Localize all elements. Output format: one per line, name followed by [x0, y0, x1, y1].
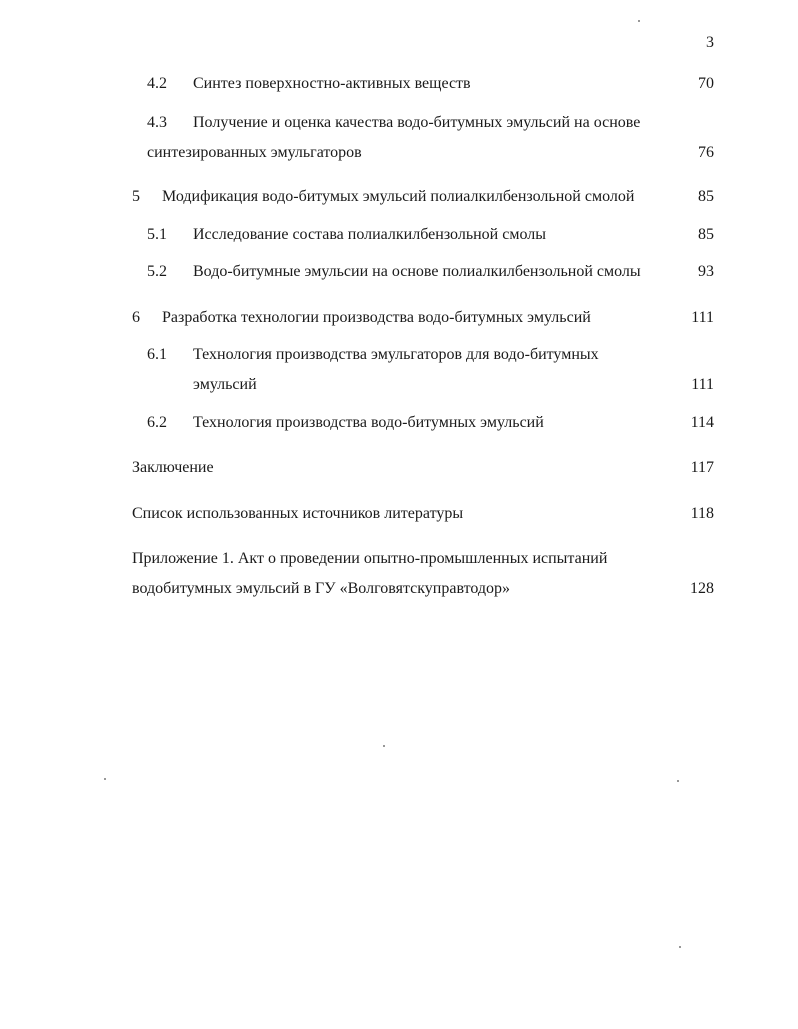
toc-entry-page: 85	[698, 188, 714, 205]
toc-entry-number: 5	[132, 188, 140, 205]
page-number: 3	[706, 34, 714, 51]
toc-entry-6-2[interactable]	[0, 412, 798, 434]
toc-entry-page: 111	[691, 376, 714, 393]
toc-entry-title-cont: синтезированных эмульгаторов	[147, 144, 362, 161]
toc-entry-title: Разработка технологии производства водо-битумных эмульсий	[162, 309, 591, 326]
toc-entry-page: 128	[690, 580, 714, 597]
toc-entry-page: 85	[698, 226, 714, 243]
toc-entry-4-3[interactable]	[0, 112, 798, 134]
toc-entry-title-cont: эмульсий	[193, 376, 257, 393]
scan-speck	[679, 946, 681, 948]
toc-entry-references[interactable]	[0, 503, 798, 525]
toc-entry-title: Список использованных источников литературы	[132, 505, 464, 522]
toc-entry-number: 4.3	[147, 114, 167, 131]
toc-entry-number: 5.1	[147, 226, 167, 243]
toc-entry-page: 76	[698, 144, 714, 161]
toc-entry-number: 6.1	[147, 346, 167, 363]
scan-speck	[104, 778, 106, 780]
toc-entry-page: 117	[690, 459, 714, 476]
toc-entry-appendix-1-cont[interactable]	[0, 578, 798, 600]
toc-entry-title: Получение и оценка качества водо-битумных эмульсий на основе	[193, 114, 641, 131]
toc-entry-title: Синтез поверхностно-активных веществ	[193, 75, 471, 92]
toc-entry-page: 70	[698, 75, 714, 92]
scan-speck	[677, 780, 679, 782]
toc-entry-title: Заключение	[132, 459, 214, 476]
toc-entry-5-1[interactable]	[0, 224, 798, 246]
toc-entry-5-2[interactable]	[0, 261, 798, 283]
scan-speck	[383, 745, 385, 747]
toc-entry-page: 114	[690, 414, 714, 431]
toc-entry-number: 6.2	[147, 414, 167, 431]
toc-entry-4-2[interactable]	[0, 73, 798, 95]
toc-entry-page: 111	[691, 309, 714, 326]
toc-entry-appendix-1[interactable]	[0, 548, 798, 570]
toc-entry-number: 6	[132, 309, 140, 326]
toc-entry-6-1[interactable]	[0, 344, 798, 366]
toc-entry-number: 5.2	[147, 263, 167, 280]
toc-entry-conclusion[interactable]	[0, 457, 798, 479]
scan-speck	[638, 20, 640, 22]
toc-entry-title-cont: водобитумных эмульсий в ГУ «Волговятскуправтодор»	[132, 580, 511, 597]
toc-entry-number: 4.2	[147, 75, 167, 92]
toc-entry-title: Исследование состава полиалкилбензольной смолы	[193, 226, 546, 243]
toc-entry-title: Модификация водо-битумых эмульсий полиалкилбензольной смолой	[162, 188, 635, 205]
toc-entry-title: Технология производства водо-битумных эмульсий	[193, 414, 544, 431]
toc-entry-5[interactable]	[0, 186, 798, 208]
toc-entry-title: Приложение 1. Акт о проведении опытно-промышленных испытаний	[132, 550, 608, 567]
toc-entry-title: Водо-битумные эмульсии на основе полиалкилбензольной смолы	[193, 263, 641, 280]
toc-entry-6[interactable]	[0, 307, 798, 329]
toc-entry-6-1-cont[interactable]	[0, 374, 798, 396]
toc-entry-title: Технология производства эмульгаторов для водо-битумных	[193, 346, 599, 363]
toc-entry-page: 93	[698, 263, 714, 280]
toc-entry-page: 118	[690, 505, 714, 522]
toc-entry-4-3-cont[interactable]	[0, 142, 798, 164]
